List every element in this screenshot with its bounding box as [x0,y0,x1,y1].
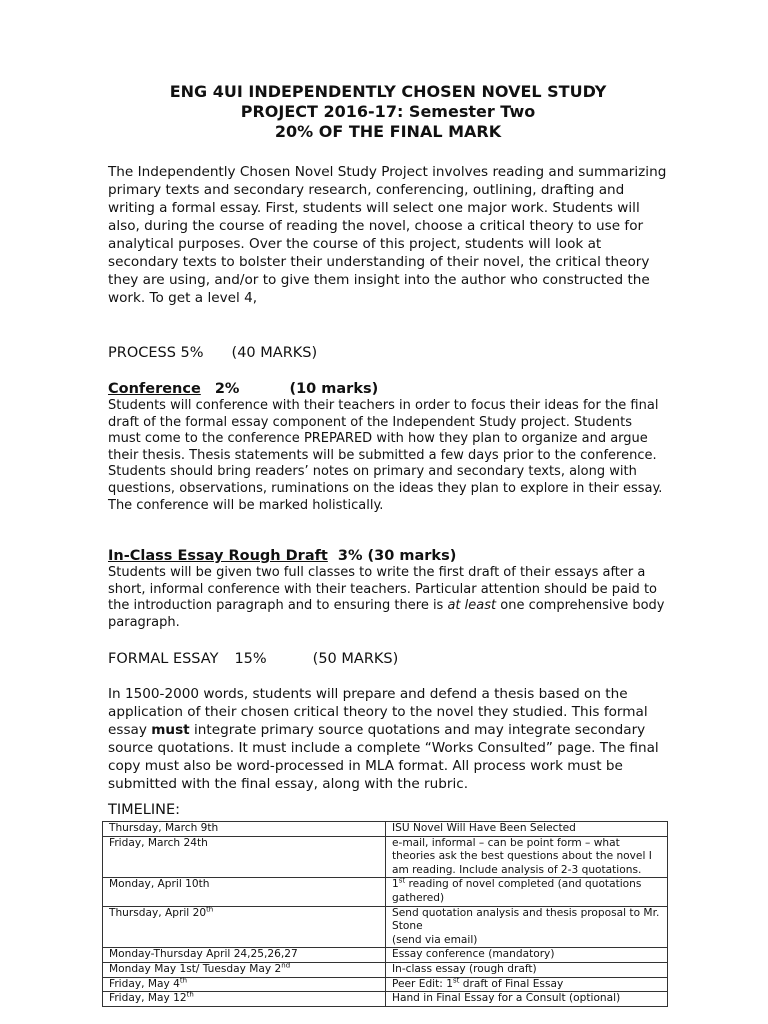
timeline-date-text: Friday, May 4 [109,977,180,990]
timeline-date-superscript: th [206,905,214,914]
timeline-date [103,836,386,878]
formal-essay-marks: (50 MARKS) [312,651,399,667]
process-marks: (40 MARKS) [231,345,318,361]
intro-paragraph: The Independently Chosen Novel Study Project involves reading and summarizing primary texts and secondary research, conferencing, outlining, drafting and writing a formal essay. First, students will select one major work. Students will also, during the course of reading the novel, choose a critical theory to use for analytical purposes. Over the course of this project, students will look at secondary texts to bolster their understanding of their novel, the critical theory they are using, and/or to give them insight into the author who constructed the work. To get a level 4, [108,164,667,306]
formal-essay-paragraph [108,685,668,793]
timeline-row [103,992,668,1007]
timeline-event [386,822,668,837]
timeline-row [103,948,668,963]
timeline-date-superscript: th [186,990,194,999]
timeline-row [103,977,668,992]
timeline-date-text: Monday May 1st/ Tuesday May 2 [109,962,282,975]
timeline-event [386,962,668,977]
formal-essay-bold: must [151,722,190,738]
formal-essay-label: FORMAL ESSAY [108,651,219,667]
timeline-date-text: Friday, May 12 [109,992,187,1005]
timeline-date-text: Monday-Thursday April 24,25,26,27 [109,948,298,961]
timeline-row [103,962,668,977]
process-heading [108,344,317,362]
conference-paragraph: Students will conference with their teachers in order to focus their ideas for the final draft of the formal essay component of the Independent Study project. Students must come to the conference PREPARED with how they plan to organize and argue their thesis. Thesis statements will be submitted a few days prior to the conference. Students should bring readers’ notes on primary and secondary texts, along with questions, observations, ruminations on the ideas they plan to explore in their essay. The conference will be marked holistically. [108,398,663,513]
title-line-1: ENG 4UI INDEPENDENTLY CHOSEN NOVEL STUDY [169,82,607,101]
timeline-row [103,906,668,948]
timeline-event-text: Send quotation analysis and thesis proposal to Mr. Stone (send via email) [392,906,660,946]
rough-draft-text-end: one comprehensive body paragraph. [108,598,665,630]
rough-draft-italic: at least [447,598,497,614]
timeline-row [103,822,668,837]
process-label: PROCESS 5% [108,345,204,361]
timeline-event-text: 1 [392,878,399,891]
rough-draft-paragraph [108,565,668,631]
timeline-date-text: Thursday, April 20 [109,906,207,919]
timeline-event-text: In-class essay (rough draft) [392,962,537,975]
conference-heading [108,380,378,398]
timeline-date-text: Monday, April 10th [109,878,210,891]
timeline-heading: TIMELINE: [108,802,181,818]
timeline-event-text: Essay conference (mandatory) [392,948,555,961]
conference-label: Conference [108,381,201,397]
timeline-date [103,906,386,948]
rough-draft-text: Students will be given two full classes to write the first draft of their essays after a short, informal conference with their teachers. Particular attention should be paid to the introduction paragraph and to ensuring there is [108,565,657,614]
rough-draft-heading [108,547,456,565]
timeline-event-text: ISU Novel Will Have Been Selected [392,822,576,834]
timeline-event-superscript: st [398,876,406,885]
timeline-event [386,906,668,948]
rough-draft-label: In-Class Essay Rough Draft [108,548,328,564]
formal-essay-text-end: integrate primary source quotations and may integrate secondary source quotations. It must include a complete “Works Consulted” page. The final copy must also be word-processed in MLA format. All process work must be submitted with the final essay, along with the rubric. [108,722,659,792]
timeline-date-superscript: nd [281,961,291,970]
timeline-date [103,977,386,992]
formal-essay-percent: 15% [234,651,267,667]
formal-essay-heading [108,650,398,668]
timeline-date [103,878,386,906]
timeline-date-text: Thursday, March 9th [109,822,219,834]
timeline-table [102,821,668,1007]
timeline-event [386,836,668,878]
timeline-date-text: Friday, March 24th [109,836,208,849]
timeline-event-superscript: st [452,976,460,984]
timeline-event-text: Hand in Final Essay for a Consult (optional) [392,992,621,1005]
timeline-event [386,992,668,1007]
timeline-row [103,836,668,878]
conference-marks: (10 marks) [289,381,379,397]
timeline-event-text-after: draft of Final Essay [459,977,564,990]
timeline-date [103,822,386,837]
timeline-event [386,977,668,992]
document-title [108,82,668,142]
rough-draft-marks: 3% (30 marks) [337,548,457,564]
timeline-date-superscript: th [179,976,188,984]
timeline-event-text: e-mail, informal – can be point form – what theories ask the best questions about the novel I am reading. Include analysis of 2-3 quotations. [392,836,652,876]
timeline-event-text: Peer Edit: 1 [392,977,453,990]
timeline-date [103,992,386,1007]
timeline-event [386,948,668,963]
timeline-date [103,948,386,963]
timeline-event [386,878,668,906]
timeline-event-text-after: reading of novel completed (and quotations gathered) [392,878,642,904]
title-line-3: 20% OF THE FINAL MARK [274,122,502,141]
title-line-2: PROJECT 2016-17: Semester Two [240,102,536,121]
formal-essay-text: In 1500-2000 words, students will prepare and defend a thesis based on the application of their chosen critical theory to the novel they studied. This formal essay [108,686,648,738]
timeline-date [103,962,386,977]
timeline-row [103,878,668,906]
conference-percent: 2% [214,381,240,397]
